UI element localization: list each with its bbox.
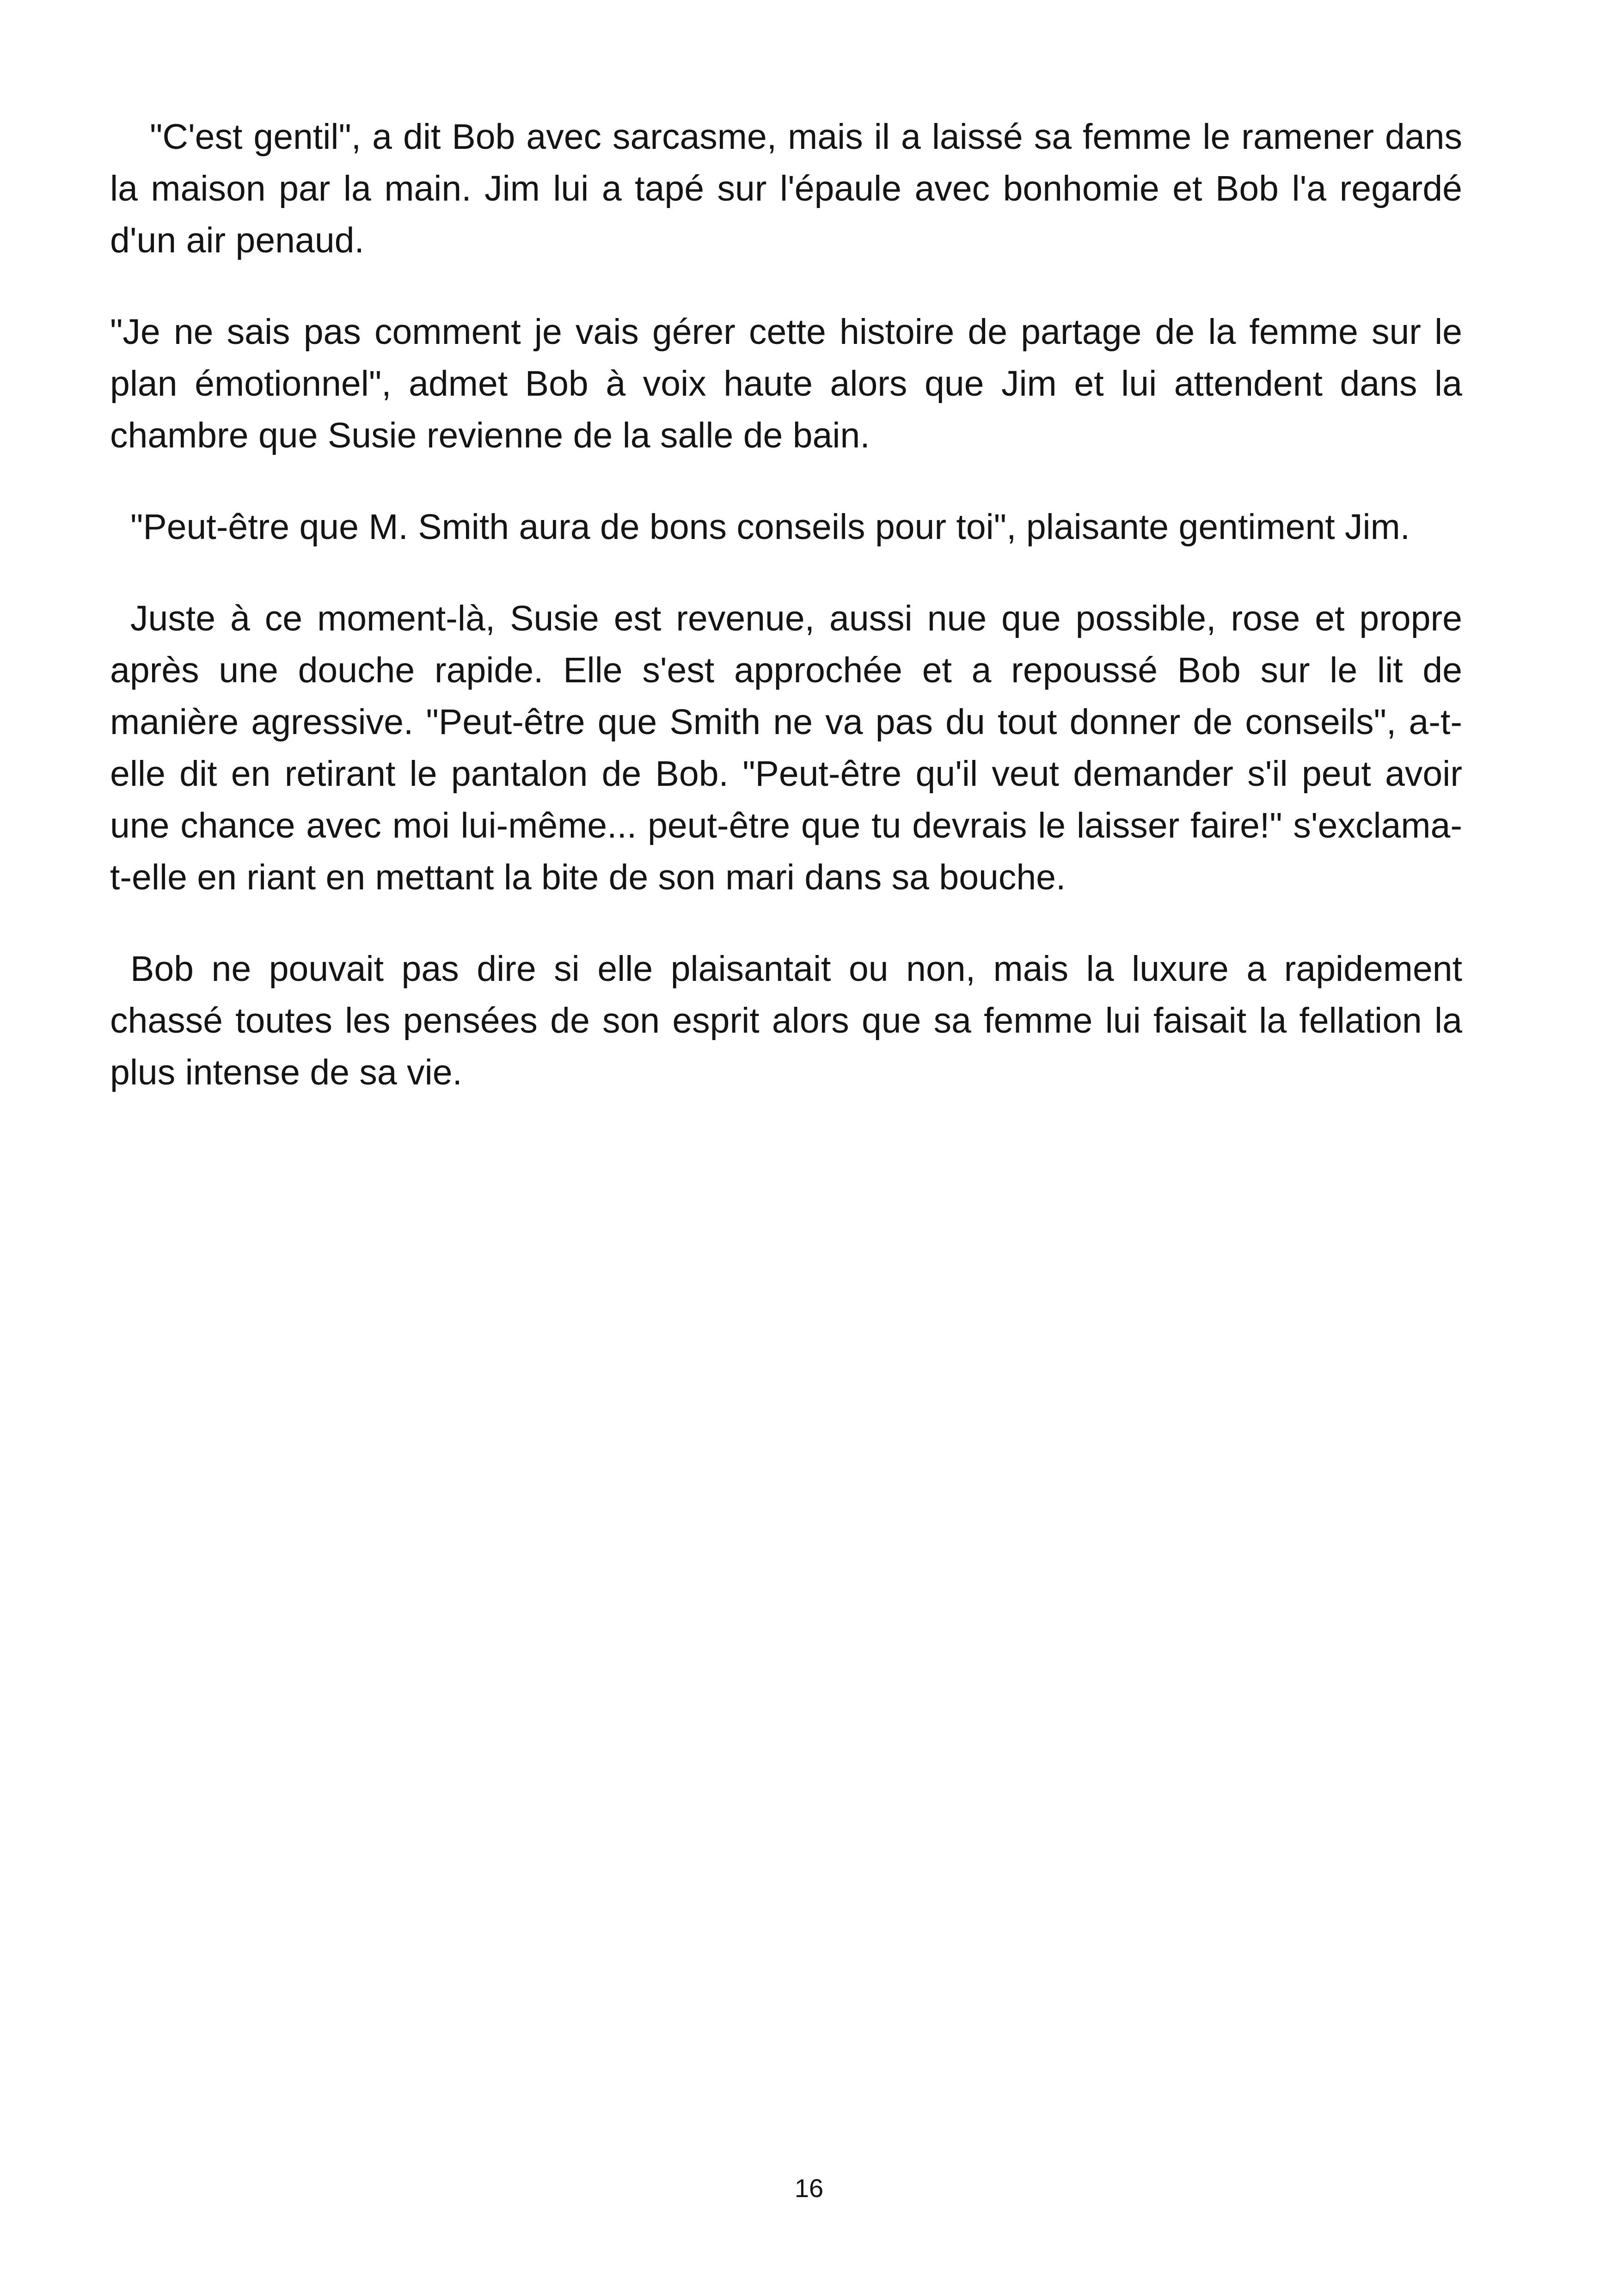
page-number: 16 — [794, 2174, 824, 2203]
paragraph-5: Bob ne pouvait pas dire si elle plaisantait ou non, mais la luxure a rapidement chassé toutes les pensées de son esprit alors que sa femme lui faisait la fellation la plus intense de sa vie. — [110, 949, 1462, 1092]
body-text — [110, 111, 1462, 1138]
paragraph-1: "C'est gentil", a dit Bob avec sarcasme, mais il a laissé sa femme le ramener dans la maison par la main. Jim lui a tapé sur l'épaule avec bonhomie et Bob l'a regardé d'un air penaud. — [110, 117, 1462, 260]
paragraph-4: Juste à ce moment-là, Susie est revenue, aussi nue que possible, rose et propre après une douche rapide. Elle s'est approchée et a repoussé Bob sur le lit de manière agressive. "Peut-être que Smith ne va pas du tout donner de conseils", a-t-elle dit en retirant le pantalon de Bob. "Peut-être qu'il veut demander s'il peut avoir une chance avec moi lui-même... peut-être que tu devrais le laisser faire!" s'exclama-t-elle en riant en mettant la bite de son mari dans sa bouche. — [110, 599, 1462, 897]
paragraph-2: "Je ne sais pas comment je vais gérer cette histoire de partage de la femme sur le plan émotionnel", admet Bob à voix haute alors que Jim et lui attendent dans la chambre que Susie revienne de la salle de bain. — [110, 312, 1462, 455]
paragraph-3: "Peut-être que M. Smith aura de bons conseils pour toi", plaisante gentiment Jim. — [130, 507, 1410, 547]
